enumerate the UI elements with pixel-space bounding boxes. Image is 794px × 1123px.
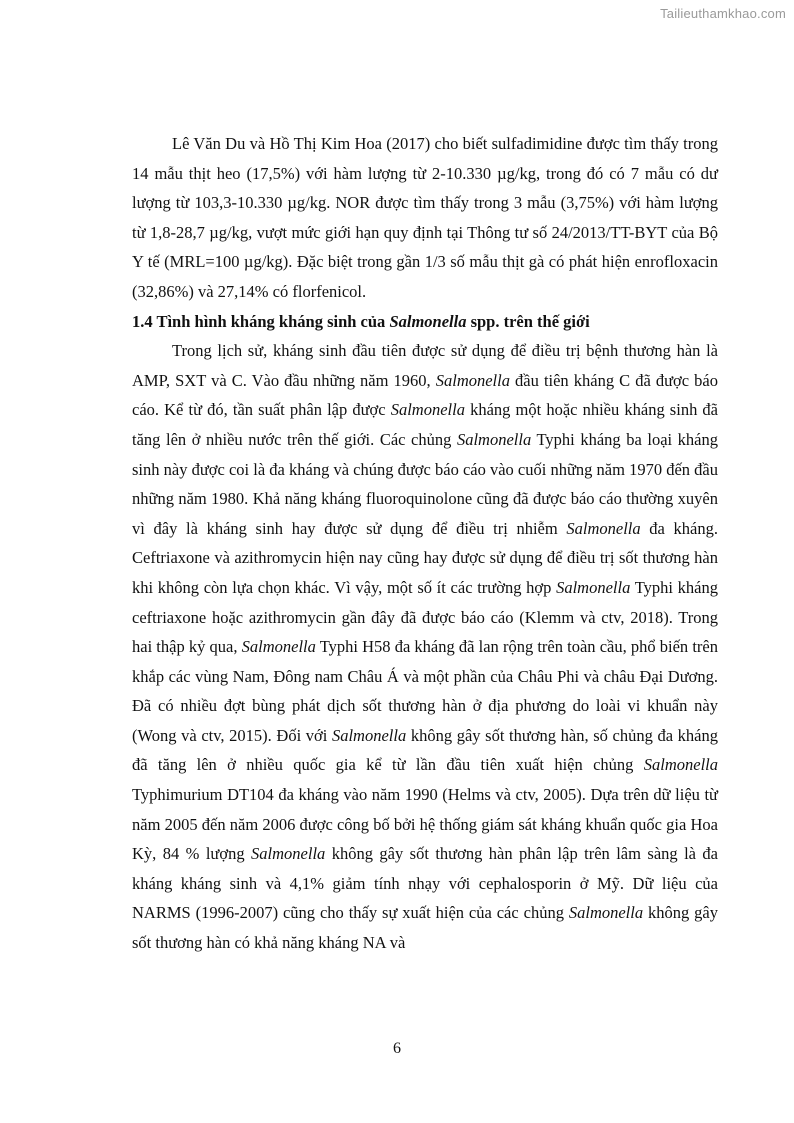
page-number: 6: [393, 1040, 401, 1057]
paragraph-2: Trong lịch sử, kháng sinh đầu tiên được sử dụng để điều trị bệnh thương hàn là AMP, SXT và C. Vào đầu những năm 1960, Salmonella đầu tiên kháng C đã được báo cáo. Kể từ đó, tần suất phân lập được Salmonella kháng một hoặc nhiều kháng sinh đã tăng lên ở nhiều nước trên thế giới. Các chủng Salmonella Typhi kháng ba loại kháng sinh này được coi là đa kháng và chúng được báo cáo vào cuối những năm 1970 đến đầu những năm 1980. Khả năng kháng fluoroquinolone cũng đã được báo cáo thường xuyên vì đây là kháng sinh hay được sử dụng để điều trị nhiễm Salmonella đa kháng. Ceftriaxone và azithromycin hiện nay cũng hay được sử dụng để điều trị sốt thương hàn khi không còn lựa chọn khác. Vì vậy, một số ít các trường hợp Salmonella Typhi kháng ceftriaxone hoặc azithromycin gần đây đã được báo cáo (Klemm và ctv, 2018). Trong hai thập kỷ qua, Salmonella Typhi H58 đa kháng đã lan rộng trên toàn cầu, phổ biến trên khắp các vùng Nam, Đông nam Châu Á và một phần của Châu Phi và châu Đại Dương. Đã có nhiều đợt bùng phát dịch sốt thương hàn ở địa phương do loài vi khuẩn này (Wong và ctv, 2015). Đối với Salmonella không gây sốt thương hàn, số chủng đa kháng đã tăng lên ở nhiều quốc gia kể từ lần đầu tiên xuất hiện chủng Salmonella Typhimurium DT104 đa kháng vào năm 1990 (Helms và ctv, 2005). Dựa trên dữ liệu từ năm 2005 đến năm 2006 được công bố bởi hệ thống giám sát kháng khuẩn quốc gia Hoa Kỳ, 84 % lượng Salmonella không gây sốt thương hàn phân lập trên lâm sàng là đa kháng kháng sinh và 4,1% giảm tính nhạy với cephalosporin ở Mỹ. Dữ liệu của NARMS (1996-2007) cũng cho thấy sự xuất hiện của các chủng Salmonella không gây sốt thương hàn có khả năng kháng NA và: [132, 341, 719, 953]
watermark: Tailieuthamkhao.com: [660, 6, 786, 21]
document-body: [132, 129, 718, 958]
section-heading: 1.4 Tình hình kháng kháng sinh của Salmonella spp. trên thế giới: [132, 311, 590, 331]
paragraph-1: Lê Văn Du và Hồ Thị Kim Hoa (2017) cho biết sulfadimidine được tìm thấy trong 14 mẫu thịt heo (17,5%) với hàm lượng từ 2-10.330 µg/kg, trong đó có 7 mẫu có dư lượng từ 103,3-10.330 µg/kg. NOR được tìm thấy trong 3 mẫu (3,75%) với hàm lượng từ 1,8-28,7 µg/kg, vượt mức giới hạn quy định tại Thông tư số 24/2013/TT-BYT của Bộ Y tế (MRL=100 µg/kg). Đặc biệt trong gần 1/3 số mẫu thịt gà có phát hiện enrofloxacin (32,86%) và 27,14% có florfenicol.: [132, 134, 718, 301]
